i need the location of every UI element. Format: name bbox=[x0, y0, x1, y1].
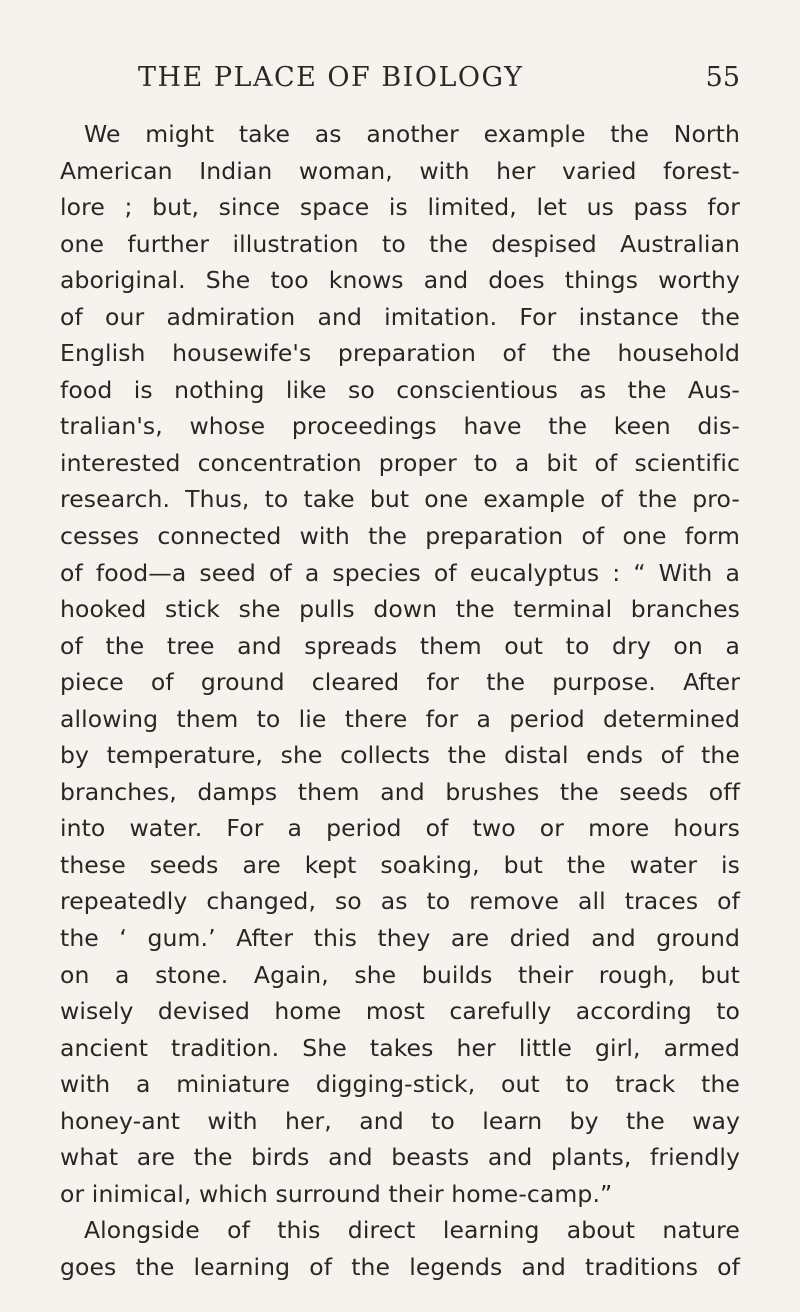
text-line: wisely devised home most carefully according to bbox=[60, 997, 740, 1026]
text-line: these seeds are kept soaking, but the water is bbox=[60, 850, 740, 879]
text-line: on a stone. Again, she builds their rough, but bbox=[60, 960, 740, 989]
text-line: one further illustration to the despised Australian bbox=[60, 229, 740, 258]
page-number: 55 bbox=[705, 62, 740, 93]
text-line: the ‘ gum.’ After this they are dried and ground bbox=[60, 924, 740, 953]
text-line: of our admiration and imitation. For instance the bbox=[60, 302, 740, 331]
text-line: by temperature, she collects the distal ends of the bbox=[60, 741, 740, 770]
text-line: food is nothing like so conscientious as the Aus- bbox=[60, 375, 740, 404]
text-line: English housewife's preparation of the household bbox=[60, 339, 740, 368]
text-line: honey-ant with her, and to learn by the way bbox=[60, 1106, 740, 1135]
text-line: repeatedly changed, so as to remove all traces of bbox=[60, 887, 740, 916]
text-line: into water. For a period of two or more hours bbox=[60, 814, 740, 843]
text-line: We might take as another example the North bbox=[84, 120, 740, 148]
text-line: interested concentration proper to a bit of scientific bbox=[60, 448, 740, 477]
text-line: research. Thus, to take but one example of the pro- bbox=[60, 485, 740, 514]
text-line: ancient tradition. She takes her little girl, armed bbox=[60, 1033, 740, 1062]
text-line: with a miniature digging-stick, out to track the bbox=[60, 1070, 740, 1099]
text-line: lore ; but, since space is limited, let us pass for bbox=[60, 193, 740, 222]
text-line: allowing them to lie there for a period determined bbox=[60, 704, 740, 733]
running-title: THE PLACE OF BIOLOGY bbox=[138, 62, 524, 93]
text-line: aboriginal. She too knows and does things worthy bbox=[60, 266, 740, 295]
body-text bbox=[60, 116, 740, 1286]
text-line: of food—a seed of a species of eucalyptus : “ With a bbox=[60, 558, 740, 587]
text-line: cesses connected with the preparation of one form bbox=[60, 522, 740, 551]
text-line: or inimical, which surround their home-camp.” bbox=[60, 1179, 613, 1208]
text-line: Alongside of this direct learning about nature bbox=[84, 1216, 740, 1245]
text-line: American Indian woman, with her varied forest- bbox=[60, 156, 740, 185]
text-line: what are the birds and beasts and plants, friendly bbox=[60, 1143, 740, 1172]
text-line: tralian's, whose proceedings have the keen dis- bbox=[60, 412, 740, 441]
text-line: of the tree and spreads them out to dry on a bbox=[60, 631, 740, 660]
text-line: goes the learning of the legends and traditions of bbox=[60, 1252, 740, 1281]
text-line: branches, damps them and brushes the seeds off bbox=[60, 777, 740, 806]
text-line: piece of ground cleared for the purpose. After bbox=[60, 668, 740, 697]
text-line: hooked stick she pulls down the terminal branches bbox=[60, 595, 740, 624]
running-head bbox=[60, 62, 740, 102]
